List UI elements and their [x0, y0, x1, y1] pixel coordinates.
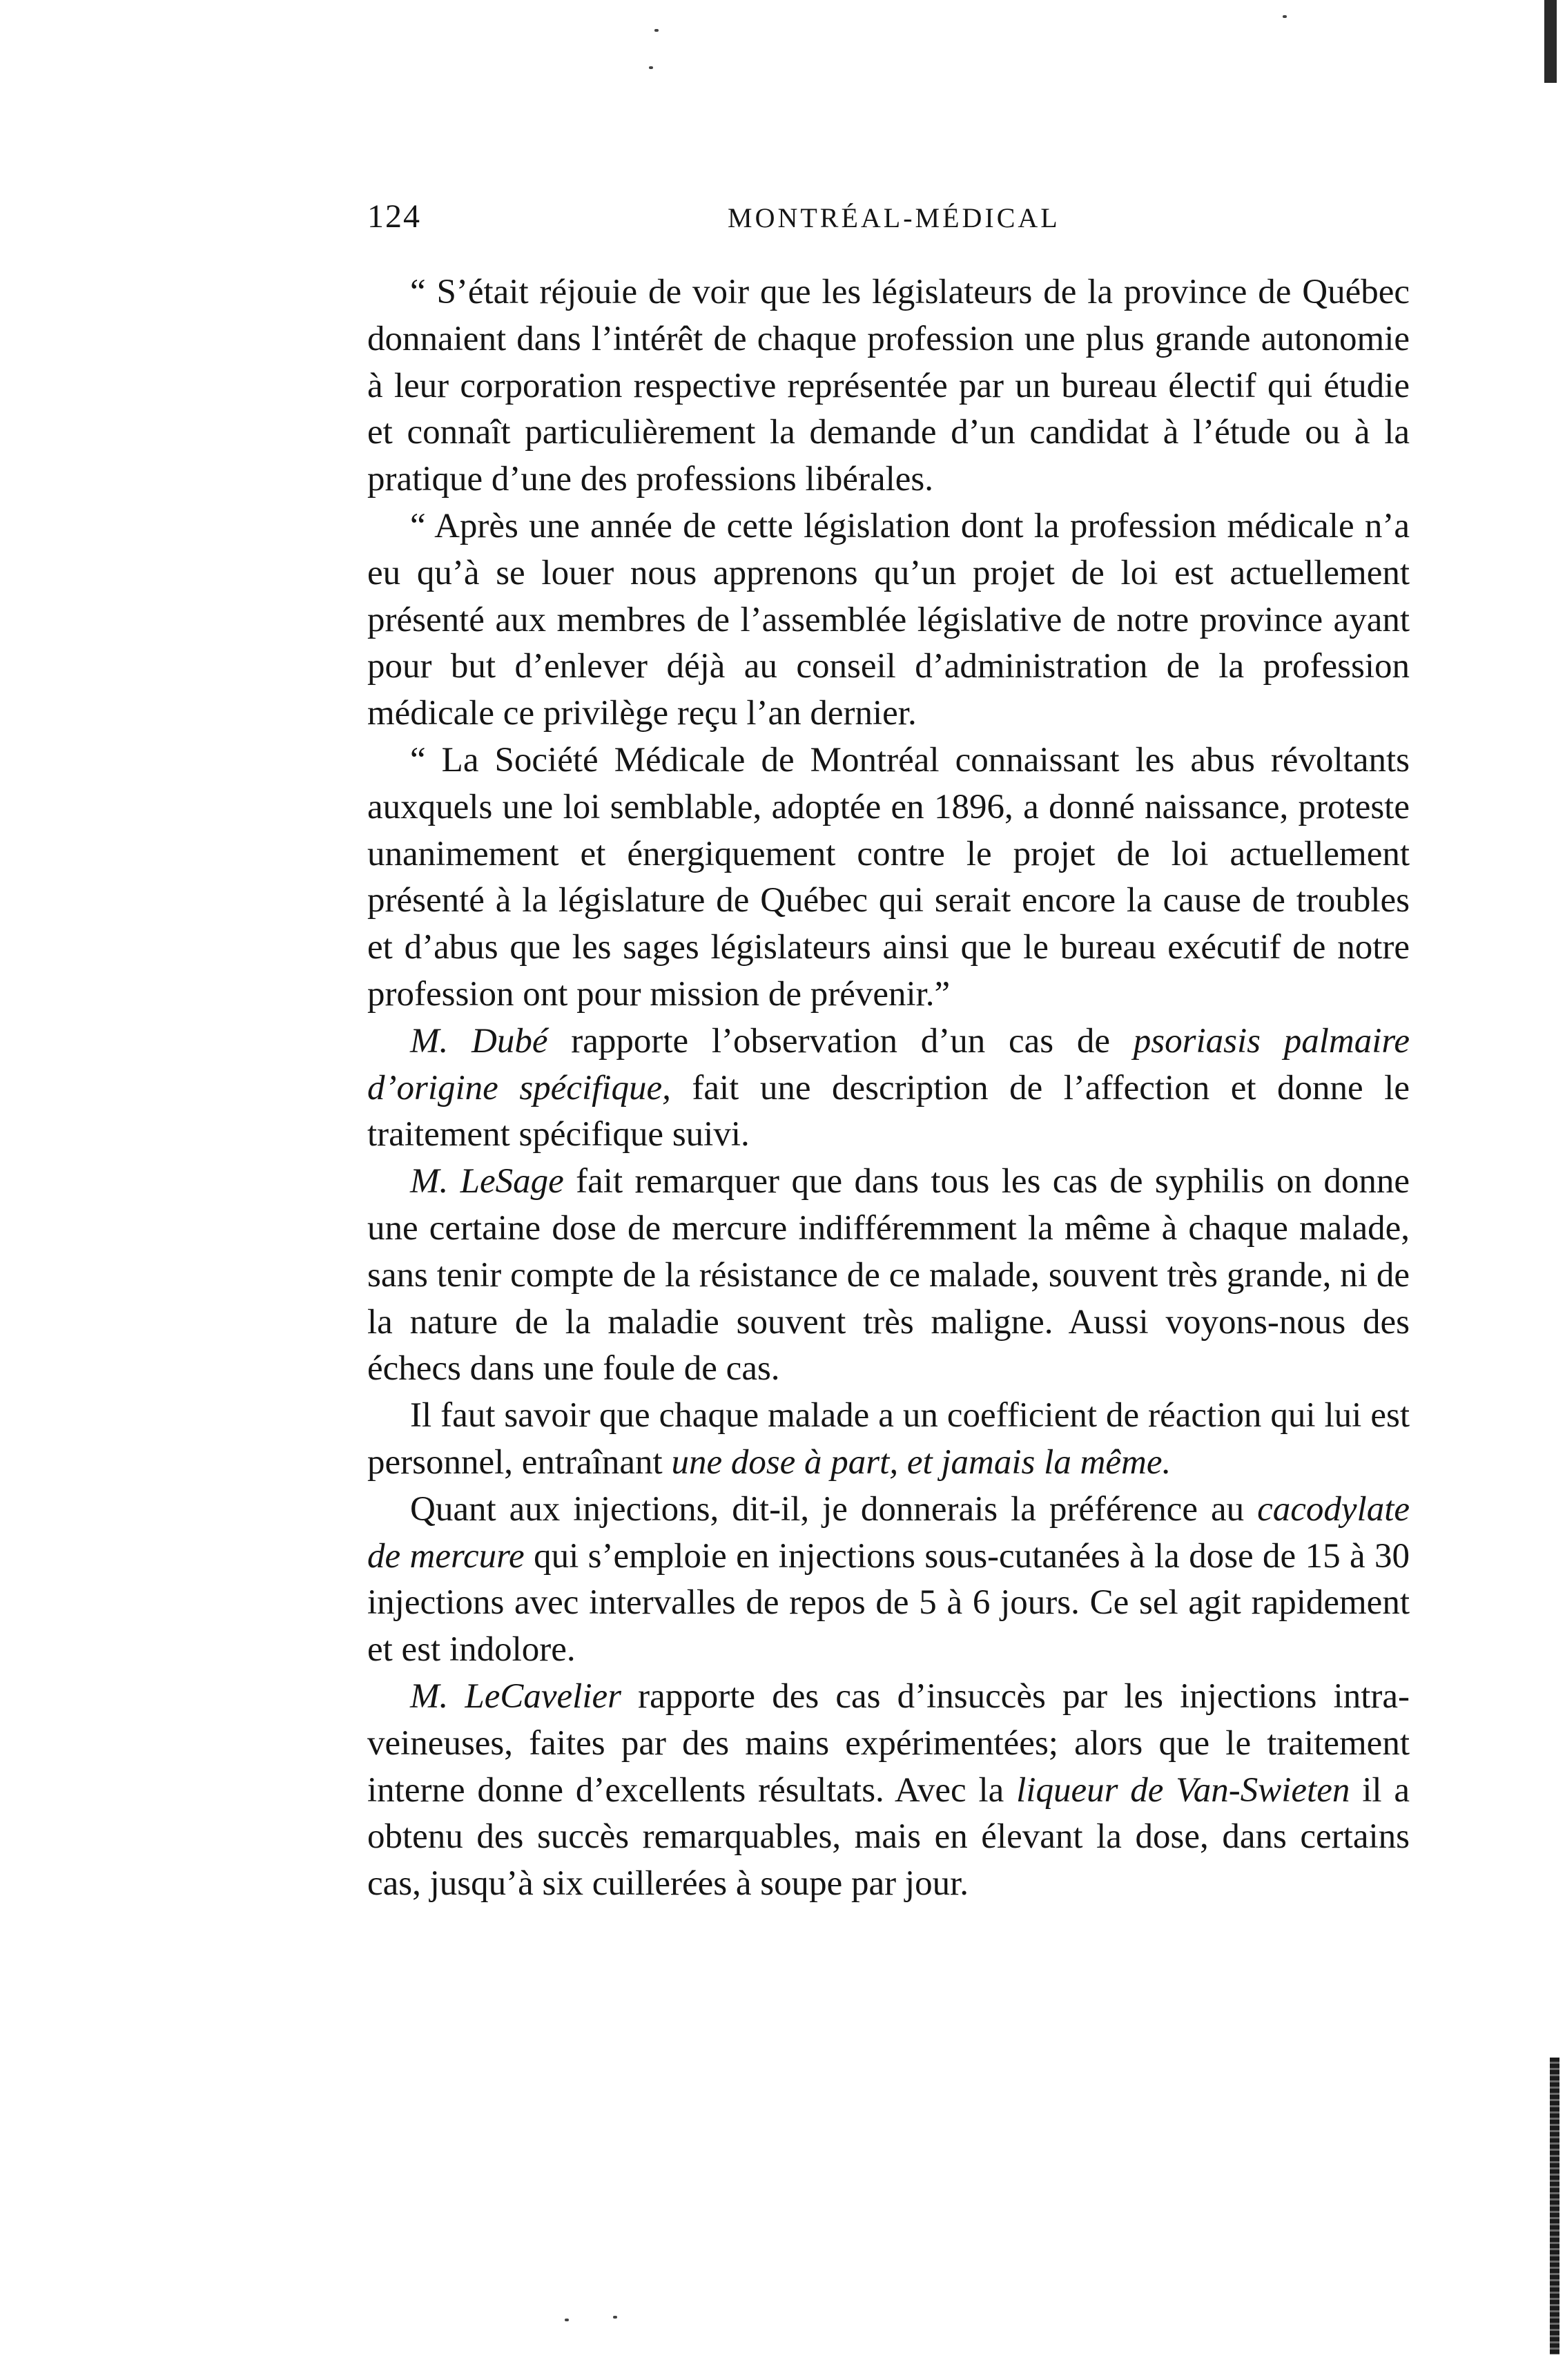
paragraph-lesage [367, 1159, 1410, 1393]
paragraph-text: rapporte des cas d’insuccès par les injections intra-veineuses, faites par des mains expérimentées; alors que le traitement interne donne d’excellents résultats. Avec la [367, 1676, 1410, 1810]
page-edge-shadow-top [1544, 0, 1557, 83]
page-header [367, 197, 1417, 253]
emphasis-text: liqueur de Van-Swieten [1016, 1770, 1350, 1810]
ink-speck [654, 29, 659, 32]
ink-speck [565, 2319, 569, 2321]
paragraph-lecavelier [367, 1674, 1410, 1908]
paragraph-quote-societe-medicale: “ La Société Médicale de Montréal connaissant les abus révoltants auxquels une loi semblable, adoptée en 1896, a donné naissance, proteste unanimement et énergiquement contre le projet de loi actuellement présenté à la législature de Québec qui serait encore la cause de troubles et d’abus que les sages législateurs ainsi que le bureau exécutif de notre profession ont pour mission de prévenir.” [367, 740, 1410, 1014]
ink-speck [613, 2316, 617, 2319]
paragraph-text: fait une description de l’affection et donne le traitement spécifique suivi. [367, 1068, 1410, 1154]
paragraph-dube [367, 1018, 1410, 1159]
page-edge-shadow-bottom [1550, 2058, 1559, 2354]
paragraph-text: Quant aux injections, dit-il, je donnerais la préférence au [410, 1489, 1258, 1529]
emphasis-text: cacodylate de mercure [367, 1489, 1410, 1576]
paragraph-quote-legislateurs: “ S’était réjouie de voir que les législateurs de la province de Québec donnaient dans l’intérêt de chaque profession une plus grande autonomie à leur corporation respective représentée par un bureau électif qui étudie et connaît particulièrement la demande d’un candidat à l’étude ou à la pratique d’une des professions libérales. [367, 273, 1410, 499]
speaker-name: M. Dubé [410, 1021, 548, 1061]
speaker-name: M. LeCavelier [410, 1676, 621, 1716]
paragraph-text: il a obtenu des succès remarquables, mais en élevant la dose, dans certains cas, jusqu’à six cuillerées à soupe par jour. [367, 1770, 1410, 1904]
paragraph-injections [367, 1487, 1410, 1674]
paragraph-text: Il faut savoir que chaque malade a un coefficient de réaction qui lui est personnel, entraînant [367, 1396, 1410, 1482]
paragraph-coefficient [367, 1393, 1410, 1487]
paragraph-text: fait remarquer que dans tous les cas de syphilis on donne une certaine dose de mercure indifféremment la même à chaque malade, sans tenir compte de la résistance de ce malade, souvent très grande, ni de la nature de la maladie souvent très maligne. Aussi voyons-nous des échecs dans une foule de cas. [367, 1162, 1410, 1389]
running-title: MONTRÉAL-MÉDICAL [728, 202, 1060, 233]
paragraph-text: qui s’emploie en injections sous-cutanées à la dose de 15 à 30 injections avec intervalles de repos de 5 à 6 jours. Ce sel agit rapidement et est indolore. [367, 1536, 1410, 1670]
ink-speck [1283, 15, 1287, 18]
emphasis-text: une dose à part, et jamais la même. [671, 1442, 1172, 1482]
paragraph-text: rapporte l’observation d’un cas de [547, 1021, 1134, 1061]
ink-speck [649, 66, 653, 69]
emphasis-text: psoriasis palmaire d’origine spécifique, [367, 1021, 1410, 1107]
page-number: 124 [367, 198, 421, 235]
speaker-name: M. LeSage [410, 1162, 564, 1201]
body-text [367, 269, 1410, 1908]
paragraph-quote-legislation: “ Après une année de cette législation dont la profession médicale n’a eu qu’à se louer nous apprenons qu’un projet de loi est actuellement présenté aux membres de l’assemblée législative de notre province ayant pour but d’enlever déjà au conseil d’administration de la profession médicale ce privilège reçu l’an dernier. [367, 506, 1410, 733]
